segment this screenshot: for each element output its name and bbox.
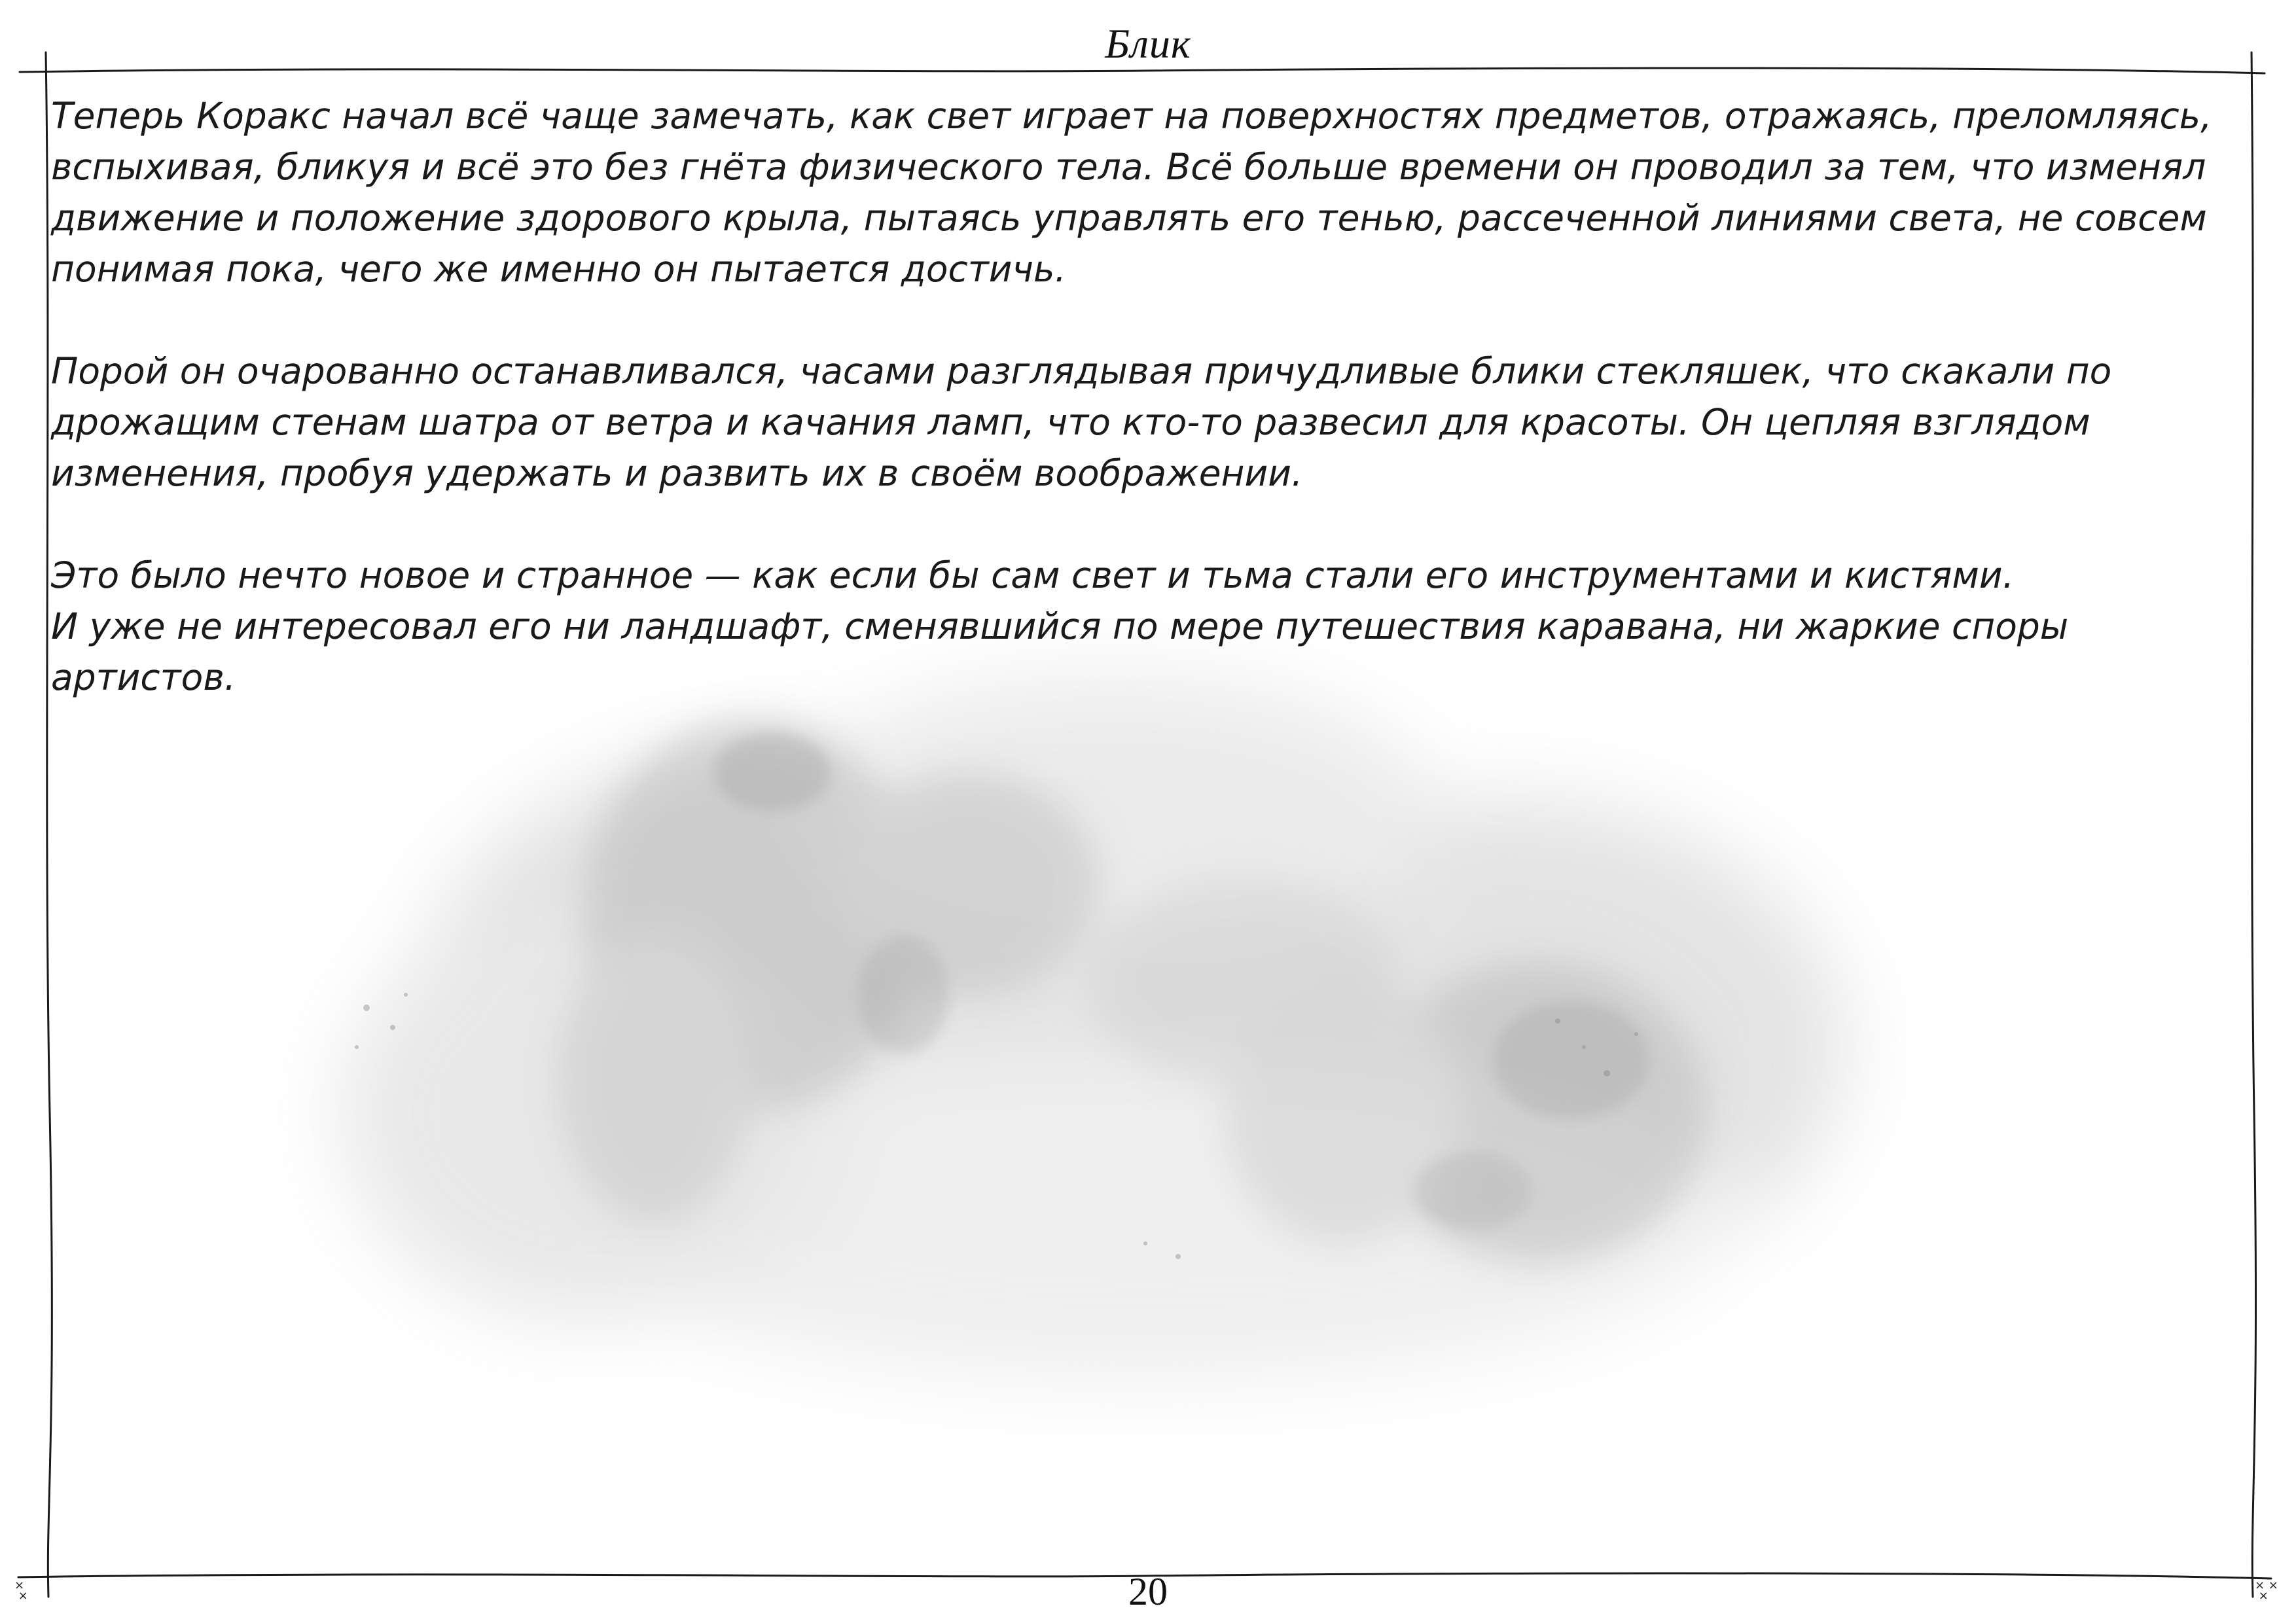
paragraph-4: И уже не интересовал его ни ландшафт, сменявшийся по мере путешествия каравана, ни жаркие споры артистов. bbox=[51, 605, 2069, 698]
top-border-line bbox=[20, 68, 2265, 73]
paragraph-3: Это было нечто новое и странное — как если бы сам свет и тьма стали его инструментами и кистями. bbox=[51, 554, 2015, 596]
corner-mark-bottom-left: × × bbox=[14, 1578, 28, 1603]
body-text bbox=[51, 90, 2257, 703]
paragraph-2: Порой он очарованно останавливался, часами разглядывая причудливые блики стекляшек, что скакали по дрожащим стенам шатра от ветра и качания ламп, что кто-то развесил для красоты. Он цепляя взглядом изменения, пробуя удержать и развить их в своём воображении. bbox=[51, 350, 2112, 494]
paragraph-1: Теперь Коракс начал всё чаще замечать, как свет играет на поверхностях предметов, отражаясь, преломляясь, вспыхивая, бликуя и всё это без гнёта физического тела. Всё больше времени он проводил за тем, что изменял движение и положение здорового крыла, пытаясь управлять его тенью, рассеченной линиями света, не совсем понимая пока, чего же именно он пытается достичь. bbox=[51, 95, 2212, 290]
chapter-title: Блик bbox=[1105, 20, 1191, 67]
corner-mark-bottom-right: × × × bbox=[2255, 1578, 2278, 1603]
page-number: 20 bbox=[1128, 1570, 1168, 1613]
